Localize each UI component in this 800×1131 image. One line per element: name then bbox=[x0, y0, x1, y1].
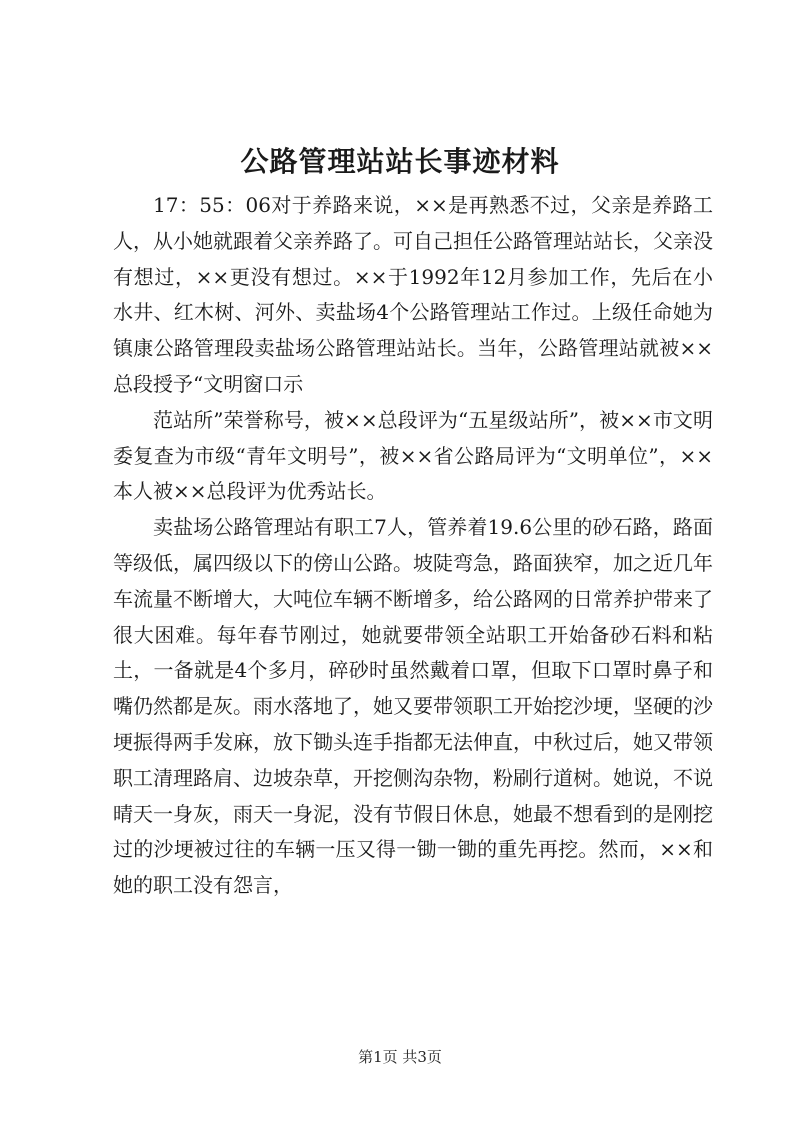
paragraph-1: 17：55：06对于养路来说，××是再熟悉不过，父亲是养路工人，从小她就跟着父亲养路了。可自己担任公路管理站站长，父亲没有想过，××更没有想过。××于1992年12月参加工作，先后在小水井、红木树、河外、卖盐场4个公路管理站工作过。上级任命她为镇康公路管理段卖盐场公路管理站站长。当年，公路管理站就被××总段授予“文明窗口示 bbox=[113, 193, 713, 396]
paragraph-2: 范站所”荣誉称号，被××总段评为“五星级站所”，被××市文明委复查为市级“青年文明号”，被××省公路局评为“文明单位”，××本人被××总段评为优秀站长。 bbox=[113, 407, 713, 504]
document-title: 公路管理站站长事迹材料 bbox=[240, 145, 560, 178]
document-body bbox=[113, 188, 713, 904]
page-number-footer: 第1页 共3页 bbox=[358, 1048, 442, 1066]
paragraph-3: 卖盐场公路管理站有职工7人，管养着19.6公里的砂石路，路面等级低，属四级以下的傍山公路。坡陡弯急，路面狭窄，加之近几年车流量不断增大，大吨位车辆不断增多，给公路网的日常养护带来了很大困难。每年春节刚过，她就要带领全站职工开始备砂石料和粘土，一备就是4个多月，碎砂时虽然戴着口罩，但取下口罩时鼻子和嘴仍然都是灰。雨水落地了，她又要带领职工开始挖沙埂，坚硬的沙埂振得两手发麻，放下锄头连手指都无法伸直，中秋过后，她又带领职工清理路肩、边坡杂草，开挖侧沟杂物，粉刷行道树。她说，不说晴天一身灰，雨天一身泥，没有节假日休息，她最不想看到的是刚挖过的沙埂被过往的车辆一压又得一锄一锄的重先再挖。然而，××和她的职工没有怨言， bbox=[113, 515, 713, 898]
